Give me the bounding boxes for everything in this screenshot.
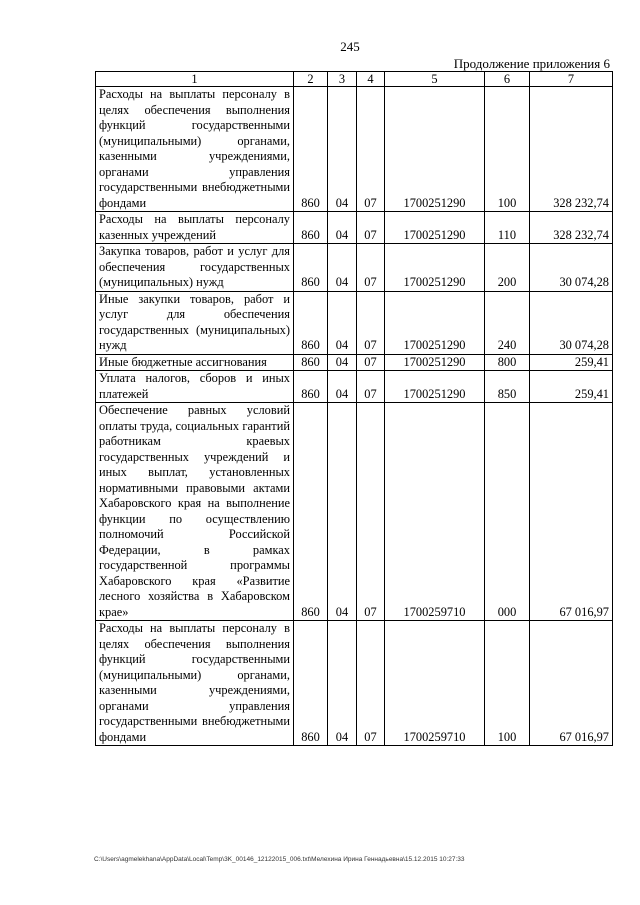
expense-name-cell: Закупка товаров, работ и услуг для обеспечения государственных (муниципальных) нужд bbox=[96, 244, 294, 292]
subsection-cell: 07 bbox=[357, 354, 385, 371]
section-cell: 04 bbox=[328, 371, 357, 403]
amount-cell: 259,41 bbox=[530, 354, 613, 371]
amount-cell: 67 016,97 bbox=[530, 621, 613, 746]
ministry-code-cell: 860 bbox=[294, 291, 328, 354]
table-row bbox=[96, 87, 613, 212]
column-header: 6 bbox=[485, 72, 530, 87]
table-row bbox=[96, 403, 613, 621]
subsection-cell: 07 bbox=[357, 87, 385, 212]
section-cell: 04 bbox=[328, 212, 357, 244]
table-row bbox=[96, 621, 613, 746]
expense-type-cell: 110 bbox=[485, 212, 530, 244]
column-header: 1 bbox=[96, 72, 294, 87]
ministry-code-cell: 860 bbox=[294, 244, 328, 292]
amount-cell: 67 016,97 bbox=[530, 403, 613, 621]
section-cell: 04 bbox=[328, 87, 357, 212]
column-header: 4 bbox=[357, 72, 385, 87]
target-article-cell: 1700251290 bbox=[385, 87, 485, 212]
target-article-cell: 1700251290 bbox=[385, 212, 485, 244]
ministry-code-cell: 860 bbox=[294, 212, 328, 244]
expense-type-cell: 100 bbox=[485, 621, 530, 746]
ministry-code-cell: 860 bbox=[294, 403, 328, 621]
subsection-cell: 07 bbox=[357, 212, 385, 244]
expense-type-cell: 800 bbox=[485, 354, 530, 371]
expense-name-cell: Расходы на выплаты персоналу в целях обеспечения выполнения функций государственными (муниципальными) органами, казенными учреждениями, органами управления государственными внебюджетными фондами bbox=[96, 87, 294, 212]
ministry-code-cell: 860 bbox=[294, 371, 328, 403]
table-header-row bbox=[96, 72, 613, 87]
subsection-cell: 07 bbox=[357, 371, 385, 403]
amount-cell: 30 074,28 bbox=[530, 291, 613, 354]
page-number: 245 bbox=[340, 39, 360, 54]
table-row bbox=[96, 354, 613, 371]
amount-cell: 30 074,28 bbox=[530, 244, 613, 292]
target-article-cell: 1700259710 bbox=[385, 403, 485, 621]
budget-table bbox=[95, 71, 613, 746]
section-cell: 04 bbox=[328, 621, 357, 746]
target-article-cell: 1700259710 bbox=[385, 621, 485, 746]
column-header: 3 bbox=[328, 72, 357, 87]
subsection-cell: 07 bbox=[357, 244, 385, 292]
expense-type-cell: 200 bbox=[485, 244, 530, 292]
ministry-code-cell: 860 bbox=[294, 354, 328, 371]
table-row bbox=[96, 244, 613, 292]
amount-cell: 259,41 bbox=[530, 371, 613, 403]
expense-name-cell: Иные бюджетные ассигнования bbox=[96, 354, 294, 371]
section-cell: 04 bbox=[328, 244, 357, 292]
expense-name-cell: Расходы на выплаты персоналу казенных учреждений bbox=[96, 212, 294, 244]
target-article-cell: 1700251290 bbox=[385, 244, 485, 292]
section-cell: 04 bbox=[328, 354, 357, 371]
amount-cell: 328 232,74 bbox=[530, 87, 613, 212]
ministry-code-cell: 860 bbox=[294, 87, 328, 212]
subsection-cell: 07 bbox=[357, 291, 385, 354]
expense-name-cell: Обеспечение равных условий оплаты труда, социальных гарантий работникам краевых государственных учреждений и иных выплат, установленных нормативными правовыми актами Хабаровского края на выполнение функции по осуществлению полномочий Российской Федерации, в рамках государственной программы Хабаровского края «Развитие лесного хозяйства в Хабаровском крае» bbox=[96, 403, 294, 621]
footer-file-path: C:\Users\agmelekhana\AppData\Local\Temp\3K_00146_12122015_006.txt\Мелехина Ирина Геннадьевна\15.12.2015 10:27:33 bbox=[94, 856, 465, 863]
ministry-code-cell: 860 bbox=[294, 621, 328, 746]
target-article-cell: 1700251290 bbox=[385, 291, 485, 354]
expense-name-cell: Расходы на выплаты персоналу в целях обеспечения выполнения функций государственными (муниципальными) органами, казенными учреждениями, органами управления государственными внебюджетными фондами bbox=[96, 621, 294, 746]
expense-type-cell: 240 bbox=[485, 291, 530, 354]
subsection-cell: 07 bbox=[357, 403, 385, 621]
section-cell: 04 bbox=[328, 291, 357, 354]
target-article-cell: 1700251290 bbox=[385, 371, 485, 403]
expense-type-cell: 850 bbox=[485, 371, 530, 403]
section-cell: 04 bbox=[328, 403, 357, 621]
continuation-caption: Продолжение приложения 6 bbox=[453, 56, 610, 71]
table-row bbox=[96, 291, 613, 354]
column-header: 7 bbox=[530, 72, 613, 87]
expense-type-cell: 100 bbox=[485, 87, 530, 212]
expense-name-cell: Иные закупки товаров, работ и услуг для обеспечения государственных (муниципальных) нужд bbox=[96, 291, 294, 354]
subsection-cell: 07 bbox=[357, 621, 385, 746]
amount-cell: 328 232,74 bbox=[530, 212, 613, 244]
expense-name-cell: Уплата налогов, сборов и иных платежей bbox=[96, 371, 294, 403]
expense-type-cell: 000 bbox=[485, 403, 530, 621]
table-row bbox=[96, 371, 613, 403]
table-row bbox=[96, 212, 613, 244]
column-header: 2 bbox=[294, 72, 328, 87]
target-article-cell: 1700251290 bbox=[385, 354, 485, 371]
column-header: 5 bbox=[385, 72, 485, 87]
